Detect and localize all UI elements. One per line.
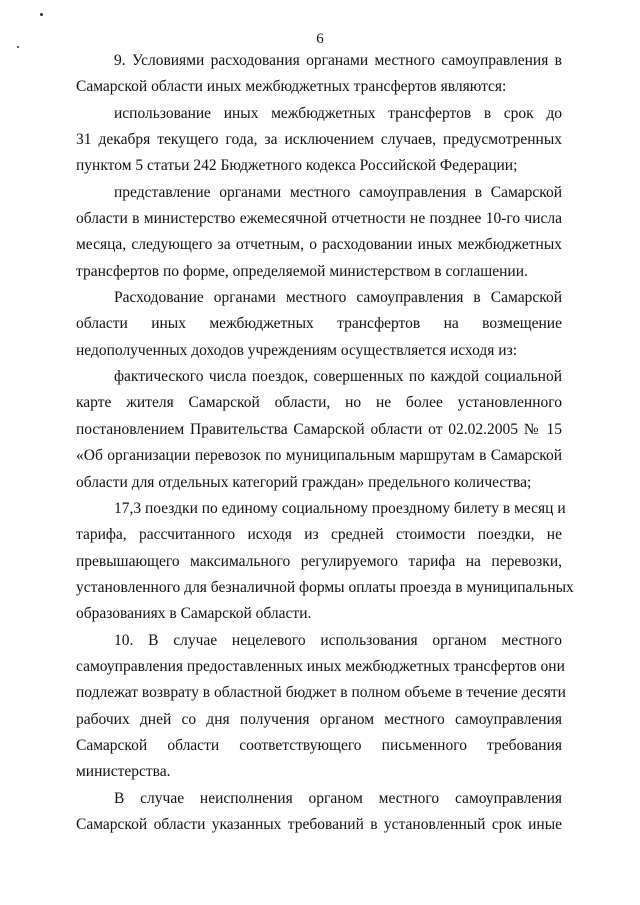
condition-2-line-2: области в министерство ежемесячной отчетности не позднее 10-го числа [76, 210, 562, 228]
trips-line-4: «Об организации перевозок по муниципальным маршрутам в Самарской [76, 447, 562, 465]
paragraph-10-line-1: 10. В случае нецелевого использования органом местного [114, 631, 562, 649]
tariff-line-5: образованиях в Самарской области. [76, 605, 312, 623]
non-compliance-line-2: Самарской области указанных требований в установленный срок иные [76, 815, 562, 833]
scan-speck [40, 13, 43, 16]
condition-2-line-3: месяца, следующего за отчетным, о расходовании иных межбюджетных [76, 236, 562, 254]
trips-line-1: фактического числа поездок, совершенных по каждой социальной [114, 368, 562, 386]
page-number: 6 [316, 31, 324, 47]
paragraph-9-line-2: Самарской области иных межбюджетных трансфертов являются: [76, 78, 507, 96]
tariff-line-3: превышающего максимального регулируемого тарифа на перевозки, [76, 552, 562, 570]
trips-line-5: области для отдельных категорий граждан» предельного количества; [76, 473, 532, 491]
paragraph-10-line-4: рабочих дней со дня получения органом местного самоуправления [76, 710, 562, 728]
condition-2-line-4: трансфертов по форме, определяемой министерством в соглашении. [76, 262, 528, 280]
paragraph-10-line-2: самоуправления предоставленных иных межбюджетных трансфертов они [76, 657, 565, 675]
reimbursement-line-1: Расходование органами местного самоуправления в Самарской [114, 289, 562, 307]
paragraph-10-line-5: Самарской области соответствующего письменного требования [76, 736, 562, 754]
tariff-line-2: тарифа, рассчитанного исходя из средней стоимости поездки, не [76, 526, 562, 544]
paragraph-10-line-6: министерства. [76, 763, 171, 781]
reimbursement-line-3: недополученных доходов учреждениям осуществляется исходя из: [76, 341, 518, 359]
condition-2-line-1: представление органами местного самоуправления в Самарской [114, 183, 562, 201]
trips-line-3: постановлением Правительства Самарской области от 02.02.2005 № 15 [76, 420, 562, 438]
tariff-line-4: установленного для безналичной формы оплаты проезда в муниципальных [76, 578, 574, 596]
condition-1-line-3: пунктом 5 статьи 242 Бюджетного кодекса Российской Федерации; [76, 157, 518, 175]
paragraph-9-line-1: 9. Условиями расходования органами местного самоуправления в [114, 52, 562, 69]
document-body [76, 48, 574, 838]
condition-1-line-2: 31 декабря текущего года, за исключением случаев, предусмотренных [76, 131, 562, 149]
paragraph-10-line-3: подлежат возврату в областной бюджет в полном объеме в течение десяти [76, 684, 566, 702]
trips-line-2: карте жителя Самарской области, но не более установленного [76, 394, 562, 412]
reimbursement-line-2: области иных межбюджетных трансфертов на возмещение [76, 315, 562, 333]
non-compliance-line-1: В случае неисполнения органом местного самоуправления [114, 789, 562, 807]
condition-1-line-1: использование иных межбюджетных трансфертов в срок до [114, 104, 562, 122]
tariff-line-1: 17,3 поездки по единому социальному проездному билету в месяц и [114, 499, 566, 517]
